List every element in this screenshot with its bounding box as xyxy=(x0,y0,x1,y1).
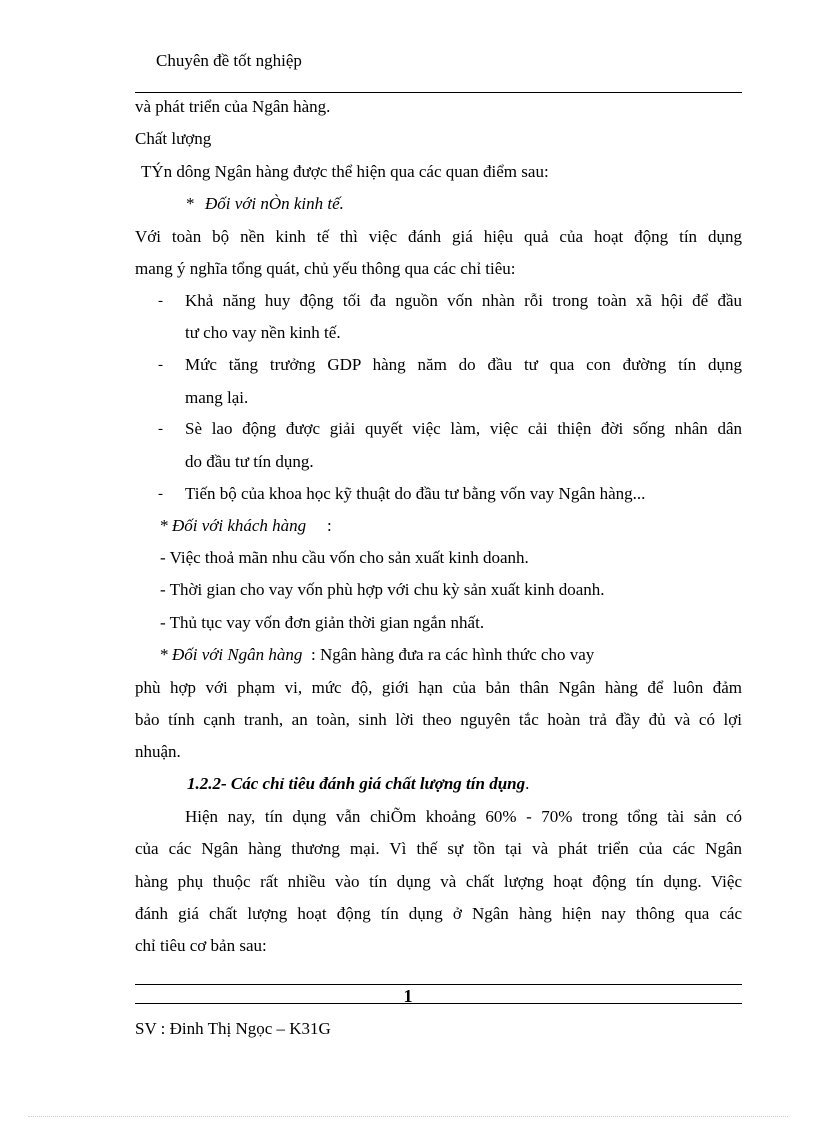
text-line: - Việc thoả mãn nhu cầu vốn cho sản xuất kinh doanh. xyxy=(160,548,529,567)
bullet-marker: - xyxy=(158,357,163,373)
text-line: chỉ tiêu cơ bản sau: xyxy=(135,936,267,955)
header-title: Chuyên đề tốt nghiệp xyxy=(156,51,302,70)
economy-heading: Đối với nÒn kinh tế. xyxy=(205,194,344,213)
footer-student: SV : Đinh Thị Ngọc – K31G xyxy=(135,1019,331,1038)
bullet-text: tư cho vay nền kinh tế. xyxy=(185,323,341,342)
text-line: - Thời gian cho vay vốn phù hợp với chu kỳ sản xuất kinh doanh. xyxy=(160,580,605,599)
text-line: Hiện nay, tín dụng vẫn chiÕm khoảng 60% - 70% trong tổng tài sản có xyxy=(185,807,742,826)
customer-heading: Đối với khách hàng xyxy=(172,516,307,535)
bank-heading: Đối với Ngân hàng xyxy=(172,645,303,664)
text-line: Chất lượng xyxy=(135,129,212,148)
text-line: và phát triển của Ngân hàng. xyxy=(135,97,331,116)
text-line: TÝn dông Ngân hàng được thể hiện qua các quan điểm sau: xyxy=(141,162,549,181)
section-heading xyxy=(187,773,529,795)
text-line: phù hợp với phạm vi, mức độ, giới hạn của bản thân Ngân hàng để luôn đảm xyxy=(135,678,742,697)
text-line: Với toàn bộ nền kinh tế thì việc đánh giá hiệu quả của hoạt động tín dụng xyxy=(135,227,742,246)
text-line: của các Ngân hàng thương mại. Vì thế sự tồn tại và phát triển của các Ngân xyxy=(135,839,742,858)
footer-rule-top xyxy=(135,984,742,985)
bullet-text: do đầu tư tín dụng. xyxy=(185,452,314,471)
text-line: nhuận. xyxy=(135,742,181,761)
star-marker: * xyxy=(186,194,195,213)
bullet-text: Sè lao động được giải quyết việc làm, việc cải thiện đời sống nhân dân xyxy=(185,419,742,438)
text-line: bảo tính cạnh tranh, an toàn, sinh lời theo nguyên tắc hoàn trả đầy đủ và có lợi xyxy=(135,710,742,729)
bullet-marker: - xyxy=(158,486,163,502)
section-heading-dot: . xyxy=(525,774,530,793)
star-marker: * xyxy=(160,645,169,664)
bullet-text: mang lại. xyxy=(185,388,249,407)
bullet-marker: - xyxy=(158,293,163,309)
bullet-text: Tiến bộ của khoa học kỹ thuật do đầu tư bằng vốn vay Ngân hàng... xyxy=(185,484,646,503)
bullet-marker: - xyxy=(158,421,163,437)
star-marker: * xyxy=(160,516,169,535)
bullet-text: Mức tăng trưởng GDP hàng năm do đầu tư qua con đường tín dụng xyxy=(185,355,742,374)
page-edge-dots xyxy=(28,1116,788,1117)
section-heading-text: 1.2.2- Các chỉ tiêu đánh giá chất lượng tín dụng xyxy=(187,774,526,793)
customer-colon: : xyxy=(327,516,332,535)
page-number: 1 xyxy=(403,986,413,1006)
text-line: đánh giá chất lượng hoạt động tín dụng ở Ngân hàng hiện nay thông qua các xyxy=(135,904,742,923)
bank-text: : Ngân hàng đưa ra các hình thức cho vay xyxy=(311,645,595,664)
footer-rule-bottom xyxy=(135,1003,742,1004)
text-line: mang ý nghĩa tổng quát, chủ yếu thông qua các chỉ tiêu: xyxy=(135,259,516,278)
text-line: hàng phụ thuộc rất nhiều vào tín dụng và chất lượng hoạt động tín dụng. Việc xyxy=(135,872,742,891)
bullet-text: Khả năng huy động tối đa nguồn vốn nhàn rỗi trong toàn xã hội để đầu xyxy=(185,291,742,310)
text-line: - Thủ tục vay vốn đơn giản thời gian ngắn nhất. xyxy=(160,613,485,632)
header-rule xyxy=(135,92,742,93)
